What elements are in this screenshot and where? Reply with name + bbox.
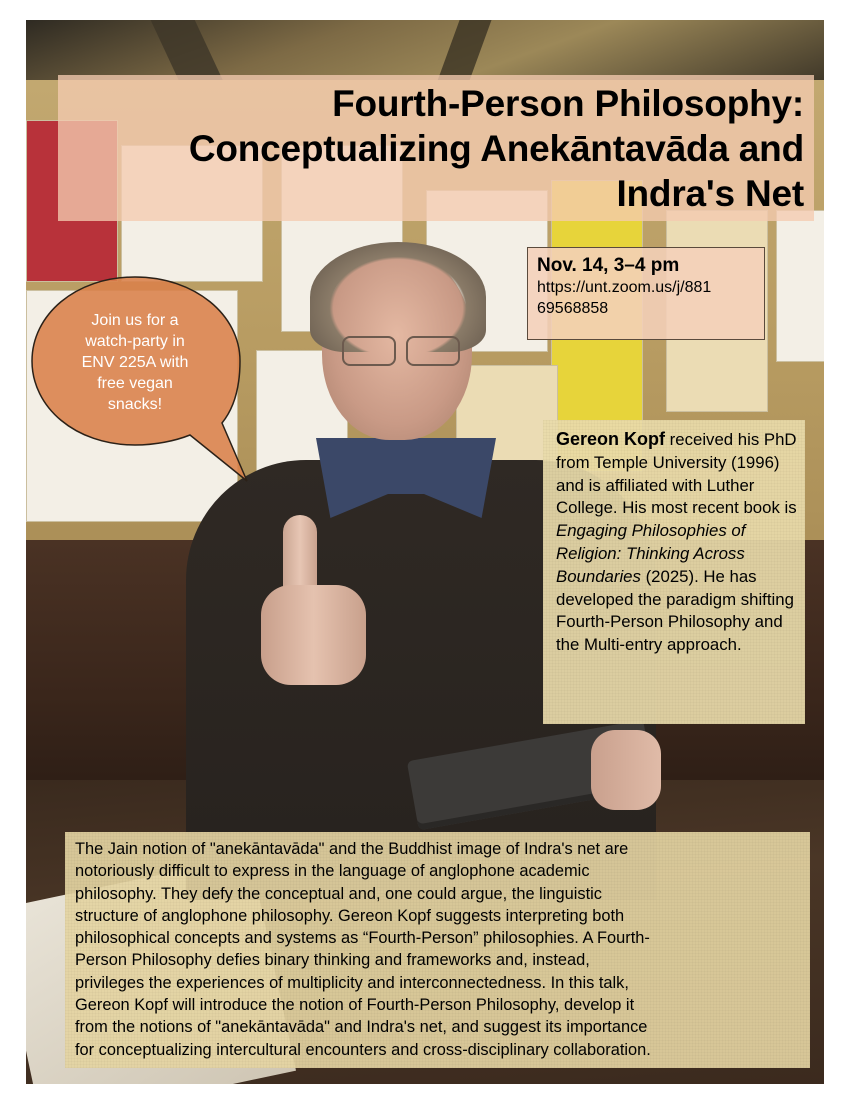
- glasses: [342, 336, 460, 364]
- title-box: [58, 75, 814, 221]
- poster-title-line-3: Indra's Net: [616, 173, 804, 214]
- event-info-box: [527, 247, 765, 340]
- abstract-line: Person Philosophy defies binary thinking and frameworks and, instead,: [75, 951, 590, 970]
- abstract-line: privileges the experiences of multiplicity and interconnectedness. In this talk,: [75, 973, 629, 992]
- abstract-line: The Jain notion of "anekāntavāda" and the Buddhist image of Indra's net are: [75, 840, 629, 858]
- abstract-line: from the notions of "anekāntavāda" and Indra's net, and suggest its importance: [75, 1018, 648, 1037]
- zoom-link-line-1: https://unt.zoom.us/j/881: [537, 279, 712, 296]
- speech-bubble: [30, 275, 260, 487]
- speaker-bio: [543, 420, 805, 724]
- poster-title-line-1: Fourth-Person Philosophy:: [332, 83, 804, 124]
- watch-party-text: Join us for a watch-party in ENV 225A with free vegan snacks!: [81, 312, 189, 413]
- abstract-line: for conceptualizing intercultural encounters and cross-disciplinary collaboration.: [75, 1040, 651, 1059]
- abstract-line: structure of anglophone philosophy. Gereon Kopf suggests interpreting both: [75, 906, 625, 925]
- person-hand: [591, 730, 661, 810]
- bio-text-2: (2025). He has developed the paradigm shifting Fourth-Person Philosophy and the Multi-entry approach.: [556, 566, 794, 655]
- abstract-line: philosophy. They defy the conceptual and, one could argue, the linguistic: [75, 884, 602, 903]
- zoom-link-line-2: 69568858: [537, 300, 609, 317]
- book-title: Engaging Philosophies of Religion: Thinking Across Boundaries: [556, 521, 746, 586]
- bio-text-1: received his PhD from Temple University (1996) and is affiliated with Luther College. His most recent book is: [556, 430, 797, 518]
- thumbs-up-hand: [261, 515, 366, 705]
- event-date-time: Nov. 14, 3–4 pm: [537, 255, 680, 276]
- poster-title-line-2: Conceptualizing Anekāntavāda and: [188, 128, 804, 169]
- abstract-line: Gereon Kopf will introduce the notion of Fourth-Person Philosophy, develop it: [75, 996, 635, 1015]
- zoom-link[interactable]: [537, 277, 764, 319]
- abstract-line: philosophical concepts and systems as “Fourth-Person” philosophies. A Fourth-: [75, 929, 650, 948]
- abstract-line: notoriously difficult to express in the language of anglophone academic: [75, 862, 590, 881]
- speaker-name: Gereon Kopf: [556, 429, 666, 449]
- talk-abstract: [65, 832, 810, 1068]
- wall-poster: [776, 210, 824, 362]
